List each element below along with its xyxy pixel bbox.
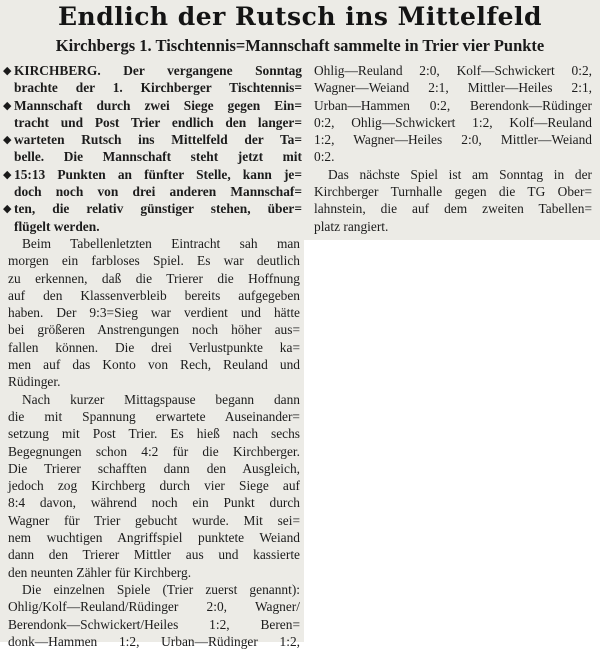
results-line: 0:2, Ohlig—Schwickert 1:2, Kolf—Reuland xyxy=(314,114,592,130)
lead-line: 15:13 Punkten an fünfter Stelle, kann je= xyxy=(14,166,302,182)
body-line: zu erkennen, daß die Trierer die Hoffnung xyxy=(8,270,300,286)
body-line: Die einzelnen Spiele (Trier zuerst genannt): xyxy=(22,581,300,597)
diamond-bullet-icon: ◆ xyxy=(3,202,12,216)
body-line: Die Trierer schafften dann den Ausgleich, xyxy=(8,460,300,476)
lead-paragraph xyxy=(14,62,302,235)
body-line: lahnstein, die auf dem zweiten Tabellen= xyxy=(314,201,592,217)
diamond-bullet-icon: ◆ xyxy=(3,133,12,147)
body-line: Wagner für Trier gebucht wurde. Mit sei= xyxy=(8,512,300,528)
lead-line: doch noch von drei anderen Mannschaf= xyxy=(14,184,302,200)
lead-line: tracht und Post Trier endlich den langer= xyxy=(14,114,302,130)
body-line: setzung mit Post Trier. Es hieß nach sechs xyxy=(8,426,300,442)
body-line: jedoch zog Kirchberg durch vier Siege auf xyxy=(8,478,300,494)
lead-line: brachte der 1. Kirchberger Tischtennis= xyxy=(14,80,302,96)
body-line: Berendonk—Schwickert/Heiles 1:2, Beren= xyxy=(8,616,300,632)
body-line: fallen können. Die drei Verlustpunkte ka= xyxy=(8,339,300,355)
body-line: Ohlig/Kolf—Reuland/Rüdinger 2:0, Wagner/ xyxy=(8,599,300,615)
body-line: Beim Tabellenletzten Eintracht sah man xyxy=(22,236,300,251)
results-line: 1:2, Wagner—Heiles 2:0, Mittler—Weiand xyxy=(314,132,592,148)
body-line: haben. Der 9:3=Sieg war verdient und hätte xyxy=(8,305,300,321)
results-line: Wagner—Weiand 2:1, Mittler—Heiles 2:1, xyxy=(314,80,592,96)
lead-line: belle. Die Mannschaft steht jetzt mit xyxy=(14,149,302,165)
lead-line: Mannschaft durch zwei Siege gegen Ein= xyxy=(14,97,302,113)
body-line: Nach kurzer Mittagspause begann dann xyxy=(22,391,300,407)
diamond-bullet-icon: ◆ xyxy=(3,64,12,77)
results-line: Ohlig—Reuland 2:0, Kolf—Schwickert 0:2, xyxy=(314,63,592,78)
body-line: morgen ein farbloses Spiel. Es war deutlich xyxy=(8,253,300,269)
body-line: 8:4 davon, während noch ein Punkt durch xyxy=(8,495,300,511)
headline: Endlich der Rutsch ins Mittelfeld xyxy=(57,2,542,31)
body-line: dann den Trierer Mittler aus und kassierte xyxy=(8,547,300,563)
body-line: bei größeren Anstrengungen noch höher aus= xyxy=(8,322,300,338)
body-line: Rüdinger. xyxy=(8,374,61,390)
results-line: Urban—Hammen 0:2, Berendonk—Rüdinger xyxy=(314,97,592,113)
body-column-right xyxy=(314,62,592,235)
body-line: men auf das Konto von Rech, Reuland und xyxy=(8,357,300,373)
body-line: den neunten Zähler für Kirchberg. xyxy=(8,564,192,580)
body-line: die mit Spannung erwartete Auseinander= xyxy=(8,408,300,424)
subheadline: Kirchbergs 1. Tischtennis=Mannschaft sammelte in Trier vier Punkte xyxy=(55,36,545,55)
lead-line: KIRCHBERG. Der vergangene Sonntag xyxy=(14,63,302,78)
lead-line: flügelt werden. xyxy=(14,218,100,234)
diamond-bullet-icon: ◆ xyxy=(3,98,12,112)
body-line: Begegnungen schon 4:2 für die Kirchberger. xyxy=(8,443,300,459)
body-column-left xyxy=(8,235,300,650)
body-line: donk—Hammen 1:2, Urban—Rüdinger 1:2, xyxy=(8,633,300,649)
body-line: Kirchberger Turnhalle gegen die TG Ober= xyxy=(314,184,592,200)
lead-line: ten, die relativ günstiger stehen, über= xyxy=(14,201,302,217)
diamond-bullet-icon: ◆ xyxy=(3,167,12,181)
body-line: Das nächste Spiel ist am Sonntag in der xyxy=(328,166,592,182)
body-line: nem wuchtigen Angriffspiel punktete Weiand xyxy=(8,530,300,546)
body-line: auf den Klassenverbleib bereits aufgegeben xyxy=(8,287,300,303)
lead-line: warteten Rutsch ins Mittelfeld der Ta= xyxy=(14,132,302,148)
results-line: 0:2. xyxy=(314,149,335,165)
body-line: platz rangiert. xyxy=(314,218,389,234)
